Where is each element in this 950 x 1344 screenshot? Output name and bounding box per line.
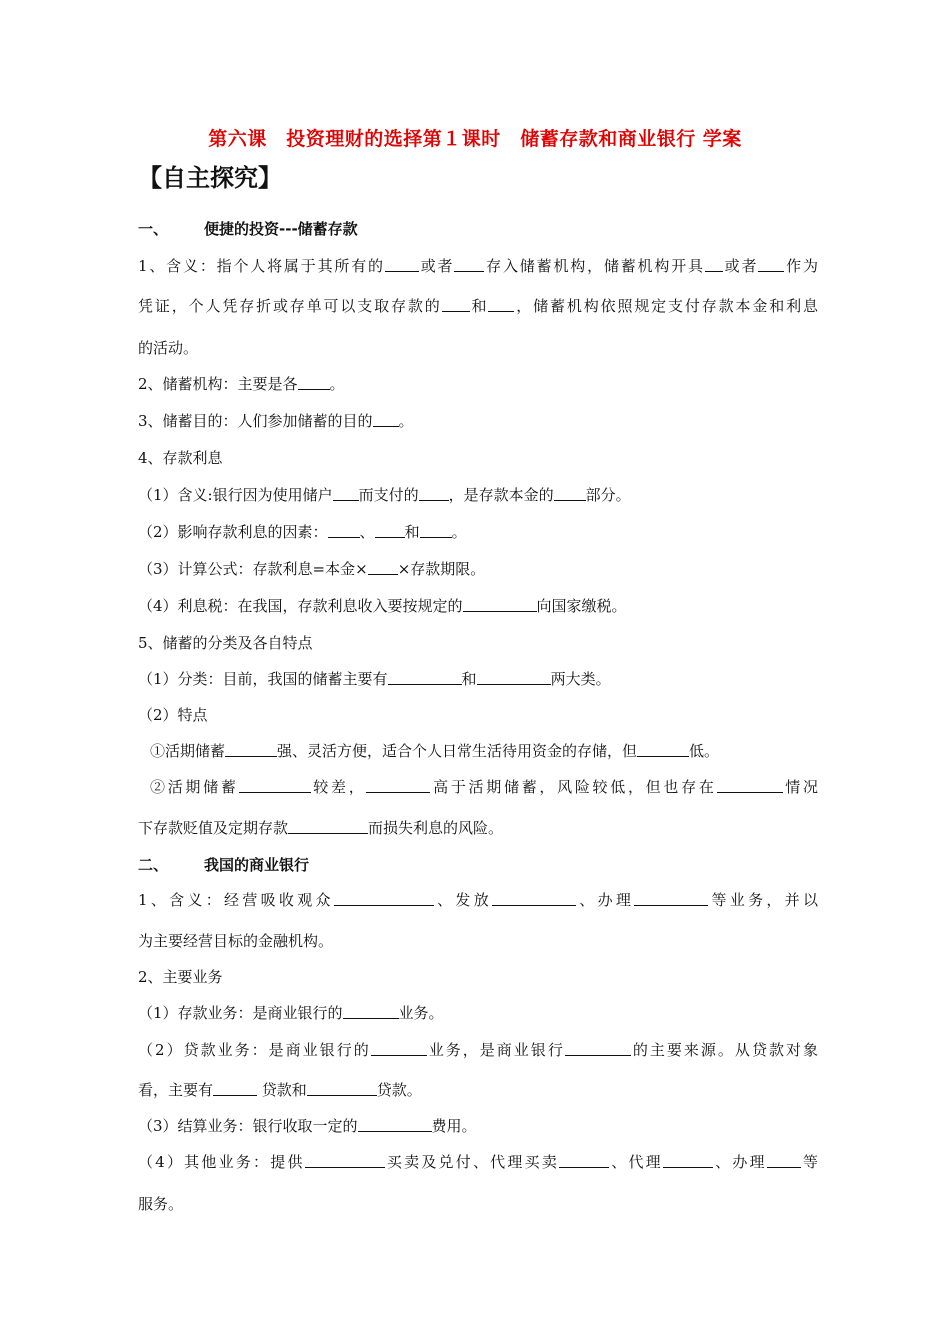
part2-line-9: 服务。 xyxy=(138,1195,184,1213)
blank[interactable] xyxy=(419,485,449,501)
blank[interactable] xyxy=(705,256,723,272)
part2-line-1: 1、含义：经营吸收观众 、发放 、办理 等业务，并以 xyxy=(138,891,818,909)
part2-line-4: （1）存款业务：是商业银行的 业务。 xyxy=(138,1004,444,1022)
blank[interactable] xyxy=(488,296,514,312)
blank[interactable] xyxy=(454,256,484,272)
blank[interactable] xyxy=(375,522,405,538)
part1-line-16: 下存款贬值及定期存款 而损失利息的风险。 xyxy=(138,819,504,837)
part1-line-7: （1）含义:银行因为使用储户 而支付的 ，是存款本金的 部分。 xyxy=(138,486,631,504)
blank[interactable] xyxy=(463,596,537,612)
part2-line-6: 看，主要有 贷款和 贷款。 xyxy=(138,1081,422,1099)
blank[interactable] xyxy=(328,522,360,538)
blank[interactable] xyxy=(477,669,551,685)
part2-line-8: （4）其他业务：提供 买卖及兑付、代理买卖 、代理 、办理 等 xyxy=(138,1153,818,1171)
part1-heading xyxy=(138,218,358,239)
part2-line-5: （2）贷款业务：是商业银行的 业务，是商业银行 的主要来源。从贷款对象 xyxy=(138,1041,818,1059)
blank[interactable] xyxy=(767,1152,801,1168)
blank[interactable] xyxy=(373,411,399,427)
blank[interactable] xyxy=(717,777,783,793)
blank[interactable] xyxy=(239,777,311,793)
page-title: 第六课 投资理财的选择第１课时 储蓄存款和商业银行 学案 xyxy=(208,128,742,150)
blank[interactable] xyxy=(637,741,689,757)
blank[interactable] xyxy=(565,1040,631,1056)
part1-line-13: （2）特点 xyxy=(138,706,208,724)
blank[interactable] xyxy=(385,256,419,272)
part1-line-6: 4、存款利息 xyxy=(138,449,223,467)
part1-line-14: ①活期储蓄 强、灵活方便，适合个人日常生活待用资金的存储，但 低。 xyxy=(150,742,720,760)
blank[interactable] xyxy=(634,890,708,906)
blank[interactable] xyxy=(368,559,398,575)
blank[interactable] xyxy=(307,1080,377,1096)
part1-line-5: 3、储蓄目的：人们参加储蓄的目的 。 xyxy=(138,412,414,430)
blank[interactable] xyxy=(358,1116,432,1132)
part1-line-3: 的活动。 xyxy=(138,339,199,357)
blank[interactable] xyxy=(663,1152,713,1168)
blank[interactable] xyxy=(554,485,586,501)
blank[interactable] xyxy=(388,669,462,685)
blank[interactable] xyxy=(758,256,784,272)
part1-line-4: 2、储蓄机构：主要是各 。 xyxy=(138,375,345,393)
part1-line-11: 5、储蓄的分类及各自特点 xyxy=(138,634,313,652)
blank[interactable] xyxy=(559,1152,609,1168)
part2-heading xyxy=(138,854,309,875)
part1-line-12: （1）分类：目前，我国的储蓄主要有 和 两大类。 xyxy=(138,670,611,688)
part1-line-2: 凭证，个人凭存折或存单可以支取存款的 和 ，储蓄机构依照规定支付存款本金和利息 xyxy=(138,297,818,315)
part2-title: 我国的商业银行 xyxy=(204,856,310,874)
part1-line-8: （2）影响存款利息的因素： 、 和 。 xyxy=(138,523,467,541)
blank[interactable] xyxy=(420,522,452,538)
blank[interactable] xyxy=(305,1152,385,1168)
blank[interactable] xyxy=(492,890,576,906)
blank[interactable] xyxy=(366,777,430,793)
part1-title: 便捷的投资---储蓄存款 xyxy=(204,220,358,238)
blank[interactable] xyxy=(334,890,434,906)
blank[interactable] xyxy=(333,485,359,501)
part1-line-10: （4）利息税：在我国，存款利息收入要按规定的 向国家缴税。 xyxy=(138,597,627,615)
blank[interactable] xyxy=(343,1003,399,1019)
part2-line-3: 2、主要业务 xyxy=(138,968,223,986)
section-heading: 【自主探究】 xyxy=(138,164,282,192)
part1-line-15: ②活期储蓄 较差， 高于活期储蓄，风险较低，但也存在 情况 xyxy=(150,778,818,796)
part2-number: 二、 xyxy=(138,856,169,874)
part2-line-7: （3）结算业务：银行收取一定的 费用。 xyxy=(138,1117,477,1135)
part1-number: 一、 xyxy=(138,220,169,238)
blank[interactable] xyxy=(225,741,277,757)
part2-line-2: 为主要经营目标的金融机构。 xyxy=(138,932,334,950)
blank[interactable] xyxy=(213,1080,257,1096)
part1-line-1: 1、含义：指个人将属于其所有的 或者 存入储蓄机构，储蓄机构开具 或者 作为 xyxy=(138,257,818,275)
blank[interactable] xyxy=(288,818,368,834)
blank[interactable] xyxy=(371,1040,427,1056)
part1-line-9: （3）计算公式：存款利息=本金× ×存款期限。 xyxy=(138,560,486,578)
blank[interactable] xyxy=(298,374,330,390)
blank[interactable] xyxy=(442,296,470,312)
